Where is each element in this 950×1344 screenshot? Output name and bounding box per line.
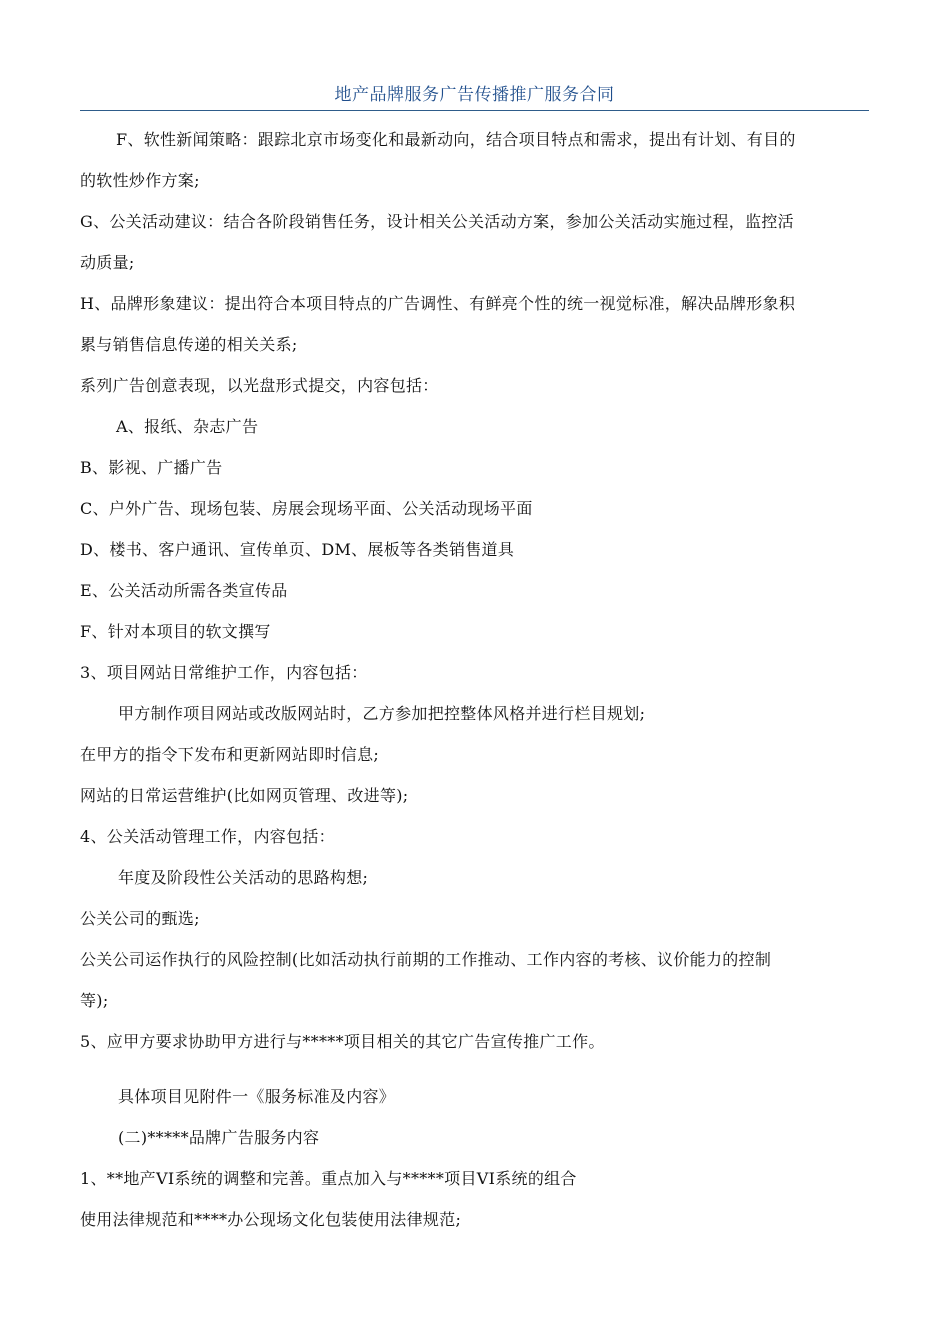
list-item: D、楼书、客户通讯、宣传单页、DM、展板等各类销售道具 [80,540,515,559]
list-item: E、公关活动所需各类宣传品 [80,581,288,600]
paragraph-line: 的软性炒作方案; [80,171,200,190]
paragraph-line: F、软性新闻策略：跟踪北京市场变化和最新动向，结合项目特点和需求，提出有计划、有目的 [116,130,796,149]
paragraph-line: 网站的日常运营维护(比如网页管理、改进等); [80,786,409,805]
section-heading: 5、应甲方要求协助甲方进行与*****项目相关的其它广告宣传推广工作。 [80,1032,605,1051]
paragraph-line: 1、**地产VI系统的调整和完善。重点加入与*****项目VI系统的组合 [80,1169,577,1188]
list-item: C、户外广告、现场包装、房展会现场平面、公关活动现场平面 [80,499,533,518]
paragraph-line: 累与销售信息传递的相关关系; [80,335,298,354]
paragraph-line: 公关公司的甄选; [80,909,200,928]
paragraph-line: 使用法律规范和****办公现场文化包装使用法律规范; [80,1210,462,1229]
paragraph-line: G、公关活动建议：结合各阶段销售任务，设计相关公关活动方案，参加公关活动实施过程，监控活 [80,212,794,231]
paragraph-line: 系列广告创意表现，以光盘形式提交，内容包括： [80,376,439,395]
paragraph-line: 动质量; [80,253,135,272]
paragraph-line: 在甲方的指令下发布和更新网站即时信息; [80,745,380,764]
list-item: B、影视、广播广告 [80,458,223,477]
section-heading: 4、公关活动管理工作，内容包括： [80,827,335,846]
paragraph-line: 等); [80,991,109,1010]
paragraph-line: 年度及阶段性公关活动的思路构想; [118,868,369,887]
section-heading: 3、项目网站日常维护工作，内容包括： [80,663,368,682]
paragraph-line: 具体项目见附件一《服务标准及内容》 [118,1087,396,1106]
paragraph-line: 甲方制作项目网站或改版网站时，乙方参加把控整体风格并进行栏目规划; [118,704,646,723]
document-title: 地产品牌服务广告传播推广服务合同 [334,85,615,105]
list-item: F、针对本项目的软文撰写 [80,622,271,641]
section-heading: (二)*****品牌广告服务内容 [118,1128,320,1147]
paragraph-line: H、品牌形象建议：提出符合本项目特点的广告调性、有鲜亮个性的统一视觉标准，解决品牌形象积 [80,294,796,313]
list-item: A、报纸、杂志广告 [116,417,259,436]
paragraph-line: 公关公司运作执行的风险控制(比如活动执行前期的工作推动、工作内容的考核、议价能力的控制 [80,950,772,969]
page-header [80,80,869,111]
